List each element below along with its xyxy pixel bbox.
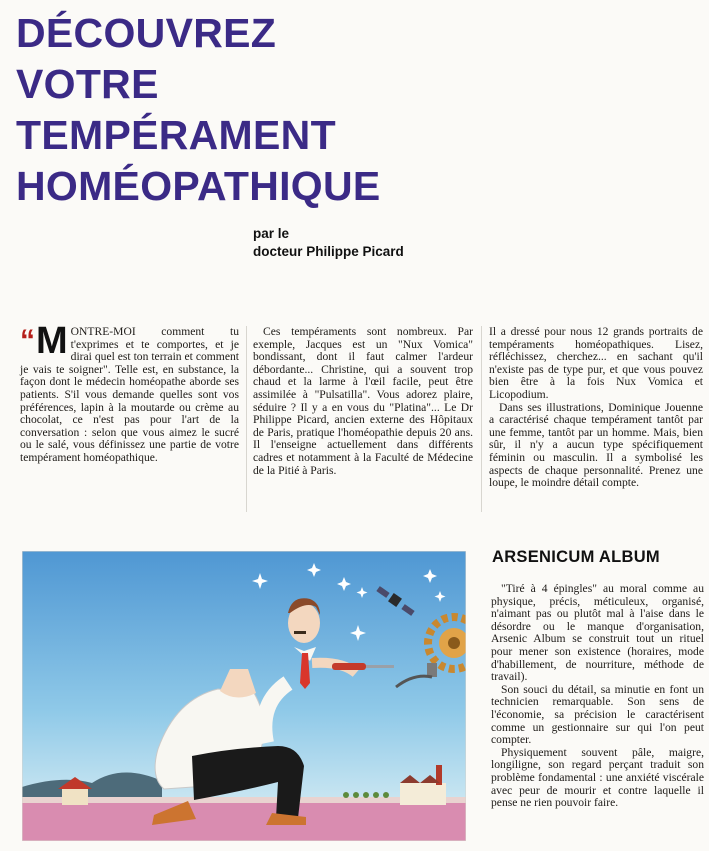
section-paragraph: Physiquement souvent pâle, maigre, longiligne, son regard perçant traduit son problème fondamental : une anxiété viscérale avec peur de mourir et contre laquelle il pense ne rien pouvoir faire. (491, 745, 704, 810)
ground (22, 799, 466, 841)
column-divider (481, 326, 482, 512)
intro-column-3 (489, 326, 703, 490)
title-line: HOMÉOPATHIQUE (16, 163, 381, 209)
article-title (16, 8, 381, 212)
section-paragraph: "Tiré à 4 épingles" au moral comme au physique, précis, méticuleux, organisé, n'aimant pas ou plutôt mal à l'aise dans le désordre ou le manque d'organisation, Arsenic Album se construit tout un rituel pour mener son existence (horaires, mode d'habillement, de nourriture, méthode de travail). (491, 582, 704, 684)
section-column (491, 583, 704, 810)
drop-cap: M (36, 320, 68, 362)
section-paragraph: Son souci du détail, sa minutie en font un technicien remarquable. Son sens de l'économie, sa précision le caractérisent comme un gestionnaire sur qui l'on peut compter. (491, 682, 704, 747)
byline-author: docteur Philippe Picard (253, 244, 404, 259)
intro-paragraph: ONTRE-MOI comment tu t'exprimes et te comportes, et je dirai quel est ton terrain et comment je vais te soigner". Telle est, en substance, la façon dont le médecin homéopathe aborde ses patients. S'il vous demande quelles sont vos préférences, lapin à la moutarde ou crème au chocolat, ce n'est pas pour l'art de la conversation : selon que vous aimez le sucré ou le salé, vous définissez une partie de votre tempérament homéopathique. (20, 325, 239, 464)
arsenicum-illustration (22, 551, 466, 841)
title-line: TEMPÉRAMENT (16, 112, 336, 158)
intro-paragraph: Il a dressé pour nous 12 grands portraits de tempéraments homéopathiques. Lisez, réfléchissez, cherchez... en sachant qu'il n'existe pas de type pur, et que vous pouvez bien être à la fois Nux Vomica et Licopodium. (489, 325, 703, 401)
quote-mark: “ (20, 324, 35, 357)
intro-paragraph: Dans ses illustrations, Dominique Jouenne a caractérisé chaque tempérament tantôt par une femme, tantôt par un homme. Mais, bien sûr, il n'y a aucun type spécifiquement féminin ou masculin. Il a symbolisé les aspects de chaque personnalité. Prenez une loupe, le moindre détail compte. (489, 400, 703, 490)
column-divider (246, 326, 247, 512)
byline-prefix: par le (253, 226, 290, 241)
title-line: DÉCOUVREZ (16, 10, 277, 56)
section-title: ARSENICUM ALBUM (492, 548, 660, 566)
horizon-band (22, 797, 466, 803)
title-line: VOTRE (16, 61, 159, 107)
intro-column-1 (20, 320, 239, 465)
intro-column-2 (253, 326, 473, 477)
intro-paragraph: Ces tempéraments sont nombreux. Par exemple, Jacques est un "Nux Vomica" bondissant, dont il faut calmer l'ardeur débordante... Christine, qui a souvent trop chaud et la larme à l'œil facile, peut être assimilée à "Pulsatilla". Vous adorez plaire, séduire ? Il y a en vous du "Platina"... Le Dr Philippe Picard, ancien externe des Hôpitaux de Paris, pratique l'homéopathie depuis 20 ans. Il l'enseigne actuellement dans différents cadres et notamment à la Faculté de Médecine de la Pitié à Paris. (253, 325, 473, 477)
byline (253, 225, 404, 261)
